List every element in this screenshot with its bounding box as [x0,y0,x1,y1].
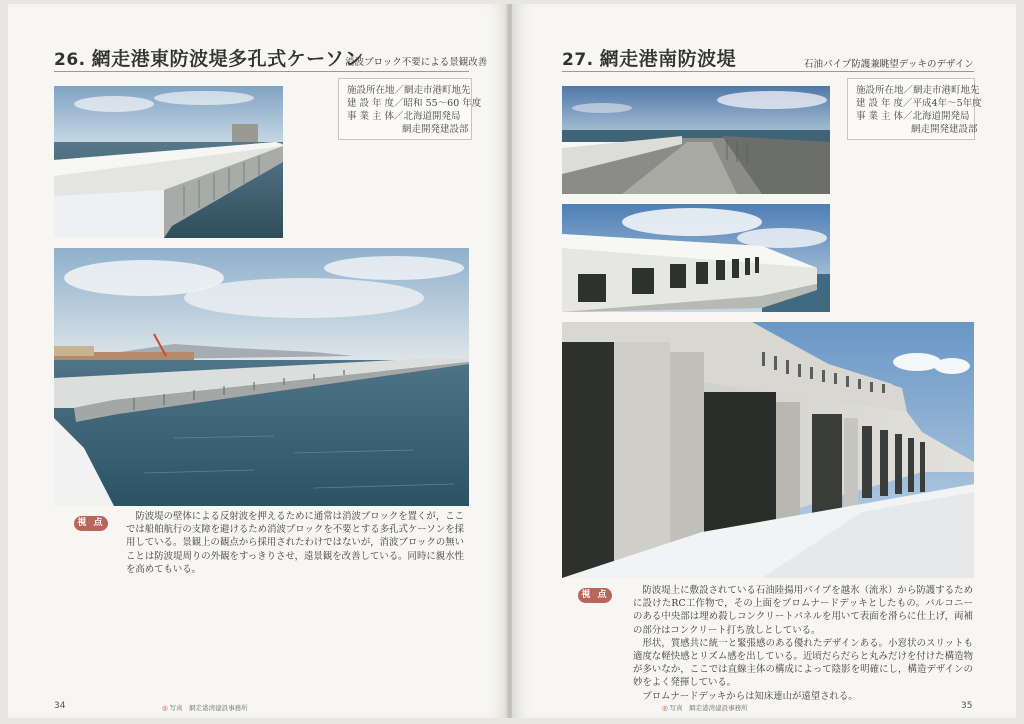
credit-mark: ◎ [662,704,668,712]
section-subtitle: 消波ブロック不要による景観改善 [345,57,488,68]
photo-credit [662,703,748,712]
info-owner-dept: 網走開発建設部 [402,124,469,135]
page-number: 34 [54,701,66,711]
commentary-paragraph-1: 防波堤上に敷設されている石油陸揚用パイプを越氷（流氷）から防護するために設けたRC工作物で，その上面をプロムナードデッキとしたもの。バルコニーのある中央部は埋め殺しコンクリートパネルを用いて表面を滑らに仕上げ，両補の部分はコンクリート打ち放しとしている。 [633,585,973,636]
promenade-structure-photo [562,322,974,578]
photo-credit [162,703,248,712]
section-number: 26. [54,50,86,70]
facility-info-box [847,78,982,140]
viewpoint-badge: 視 点 [74,516,108,531]
section-title: 網走港南防波堤 [599,48,737,70]
info-year: 建 設 年 度／昭和 55～60 年度 [347,98,482,109]
credit-label: 写真 [169,704,183,712]
title-rule [562,71,974,72]
page-title [562,44,736,71]
facility-info-box [338,78,482,140]
commentary-text [633,584,973,703]
right-page [512,4,1016,718]
commentary-paragraph-2: 形状，質感共に統一と緊張感のある優れたデザインある。小窓状のスリットも適度な軽快感とリズム感を出している。近頃だらだらと丸みだけを付けた構造物が多いなか，ここでは直線主体の構成によって陰影を明確にし，構造デザインの妙をよく発揮している。 [633,637,973,689]
commentary-text [126,510,464,576]
info-owner: 事 業 主 体／北海道開発局 [347,111,461,122]
info-location: 施設所在地／網走市港町地先 [347,85,471,96]
left-page [8,4,508,718]
breakwater-caisson-photo [54,86,283,238]
info-owner-dept: 網走開発建設部 [911,124,978,135]
credit-label: 写真 [669,704,683,712]
breakwater-wide-photo [54,248,469,506]
info-year: 建 設 年 度／平成4年～5年度 [856,98,982,109]
info-owner: 事 業 主 体／北海道開発局 [856,111,970,122]
slit-wall-photo [562,204,830,312]
viewpoint-badge: 視 点 [578,588,612,603]
title-rule [54,71,469,72]
commentary-paragraph: 防波堤の壁体による反射波を押えるために通常は消波ブロックを置くが，ここでは船舶航行の支障を避けるため消波ブロックを不要とする多孔式ケーソンを採用している。景観上の観点から採用されたわけではないが，消波ブロックの無いことは防波堤周りの外観をすっきりさせ，遠景観を改善している。同時に親水性を高めてもいる。 [126,511,464,575]
section-number: 27. [562,50,594,70]
credit-source: 網走港湾建設事務所 [189,704,248,712]
page-title [54,44,364,71]
section-title: 網走港東防波堤多孔式ケーソン [91,48,364,70]
credit-source: 網走港湾建設事務所 [689,704,748,712]
info-location: 施設所在地／網走市港町地先 [856,85,980,96]
credit-mark: ◎ [162,704,168,712]
page-number: 35 [961,701,973,711]
commentary-paragraph-3: プロムナードデッキからは知床連山が遠望される。 [642,690,858,702]
promenade-deck-photo [562,86,830,194]
section-subtitle: 石油パイプ防護兼眺望デッキのデザイン [804,59,974,70]
